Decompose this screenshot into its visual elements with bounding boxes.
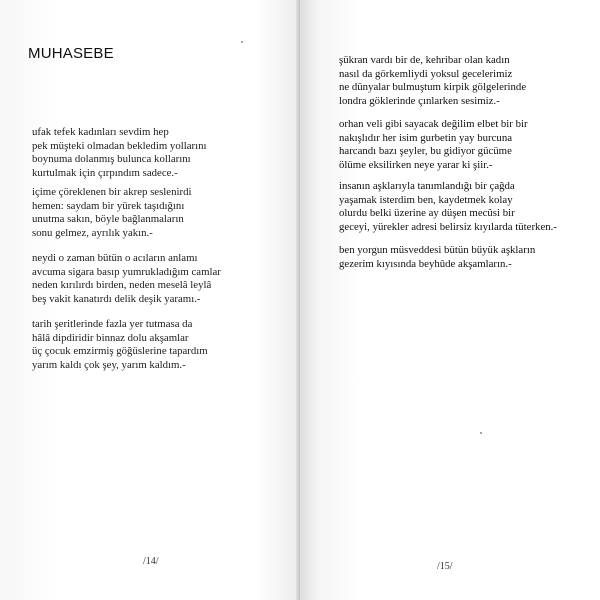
page-number: /15/ — [437, 561, 453, 572]
verse-line: yaşamak isterdim ben, kaydetmek kolay — [339, 193, 513, 206]
page-number: /14/ — [143, 556, 159, 567]
verse-line: ufak tefek kadınları sevdim hep — [32, 126, 169, 138]
verse-line: londra göklerinde çınlarken sesimiz.- — [339, 94, 500, 107]
stanza — [32, 126, 207, 180]
verse-line: şükran vardı bir de, kehribar olan kadın — [339, 54, 510, 66]
verse-line: ne dünyalar bulmuştum kirpik gölgelerinde — [339, 81, 527, 94]
verse-line: ben yorgun müsveddesi bütün büyük aşkların — [339, 244, 536, 256]
verse-line: nakışlıdır her isim gurbetin yay burcuna — [339, 131, 513, 144]
verse-line: nasıl da görkemliydi yoksul gecelerimiz — [339, 67, 513, 80]
verse-line: boynuma dolanmış bulunca kollarını — [32, 153, 191, 166]
verse-line: insanın aşklarıyla tanımlandığı bir çağda — [339, 180, 515, 192]
verse-line: tarih şeritlerinde fazla yer tutmasa da — [32, 318, 193, 330]
verse-line: pek müşteki olmadan bekledim yollarını — [32, 139, 207, 152]
verse-line: neydi o zaman bütün o acıların anlamı — [32, 252, 198, 264]
paper-speck — [241, 41, 243, 43]
verse-line: unutma sakın, böyle bağlanmaların — [32, 213, 184, 226]
verse-line: geceyi, yürekler adresi belirsiz kıyılarda tüterken.- — [339, 220, 557, 233]
right-page — [300, 0, 600, 600]
verse-line: üç çocuk emzirmiş göğüslerine tapardım — [32, 345, 208, 358]
verse-line: orhan veli gibi sayacak değilim elbet bir bir — [339, 118, 528, 130]
verse-line: gezerim kıyısında beyhûde akşamların.- — [339, 257, 512, 270]
stanza — [339, 180, 557, 234]
verse-line: neden kırılırdı birden, neden meselâ leylâ — [32, 279, 212, 292]
poem-title: MUHASEBE — [28, 45, 114, 62]
stanza — [32, 318, 208, 372]
verse-line: yarım kaldı çok şey, yarım kaldım.- — [32, 358, 186, 371]
verse-line: ölüme eksilirken neye yarar ki şiir.- — [339, 158, 493, 171]
stanza — [32, 186, 192, 240]
verse-line: avcuma sigara basıp yumrukladığım camlar — [32, 265, 221, 278]
verse-line: beş vakit kanatırdı delik deşik yaramı.- — [32, 292, 201, 305]
stanza — [32, 252, 221, 306]
stanza — [339, 244, 535, 271]
stanza — [339, 54, 526, 108]
verse-line: içime çöreklenen bir akrep seslenirdi — [32, 186, 192, 198]
verse-line: kurtulmak için çırpındım sadece.- — [32, 166, 178, 179]
verse-line: harcandı bazı şeyler, bu gidiyor gücüme — [339, 145, 512, 158]
verse-line: sonu gelmez, ayrılık yakın.- — [32, 226, 153, 239]
verse-line: hâlâ dipdiridir binnaz dolu akşamlar — [32, 331, 189, 344]
verse-line: olurdu belki üzerine ay düşen mecûsi bir — [339, 207, 515, 220]
verse-line: hemen: saydam bir yürek taşıdığını — [32, 199, 185, 212]
paper-speck — [480, 432, 482, 434]
stanza — [339, 118, 528, 172]
